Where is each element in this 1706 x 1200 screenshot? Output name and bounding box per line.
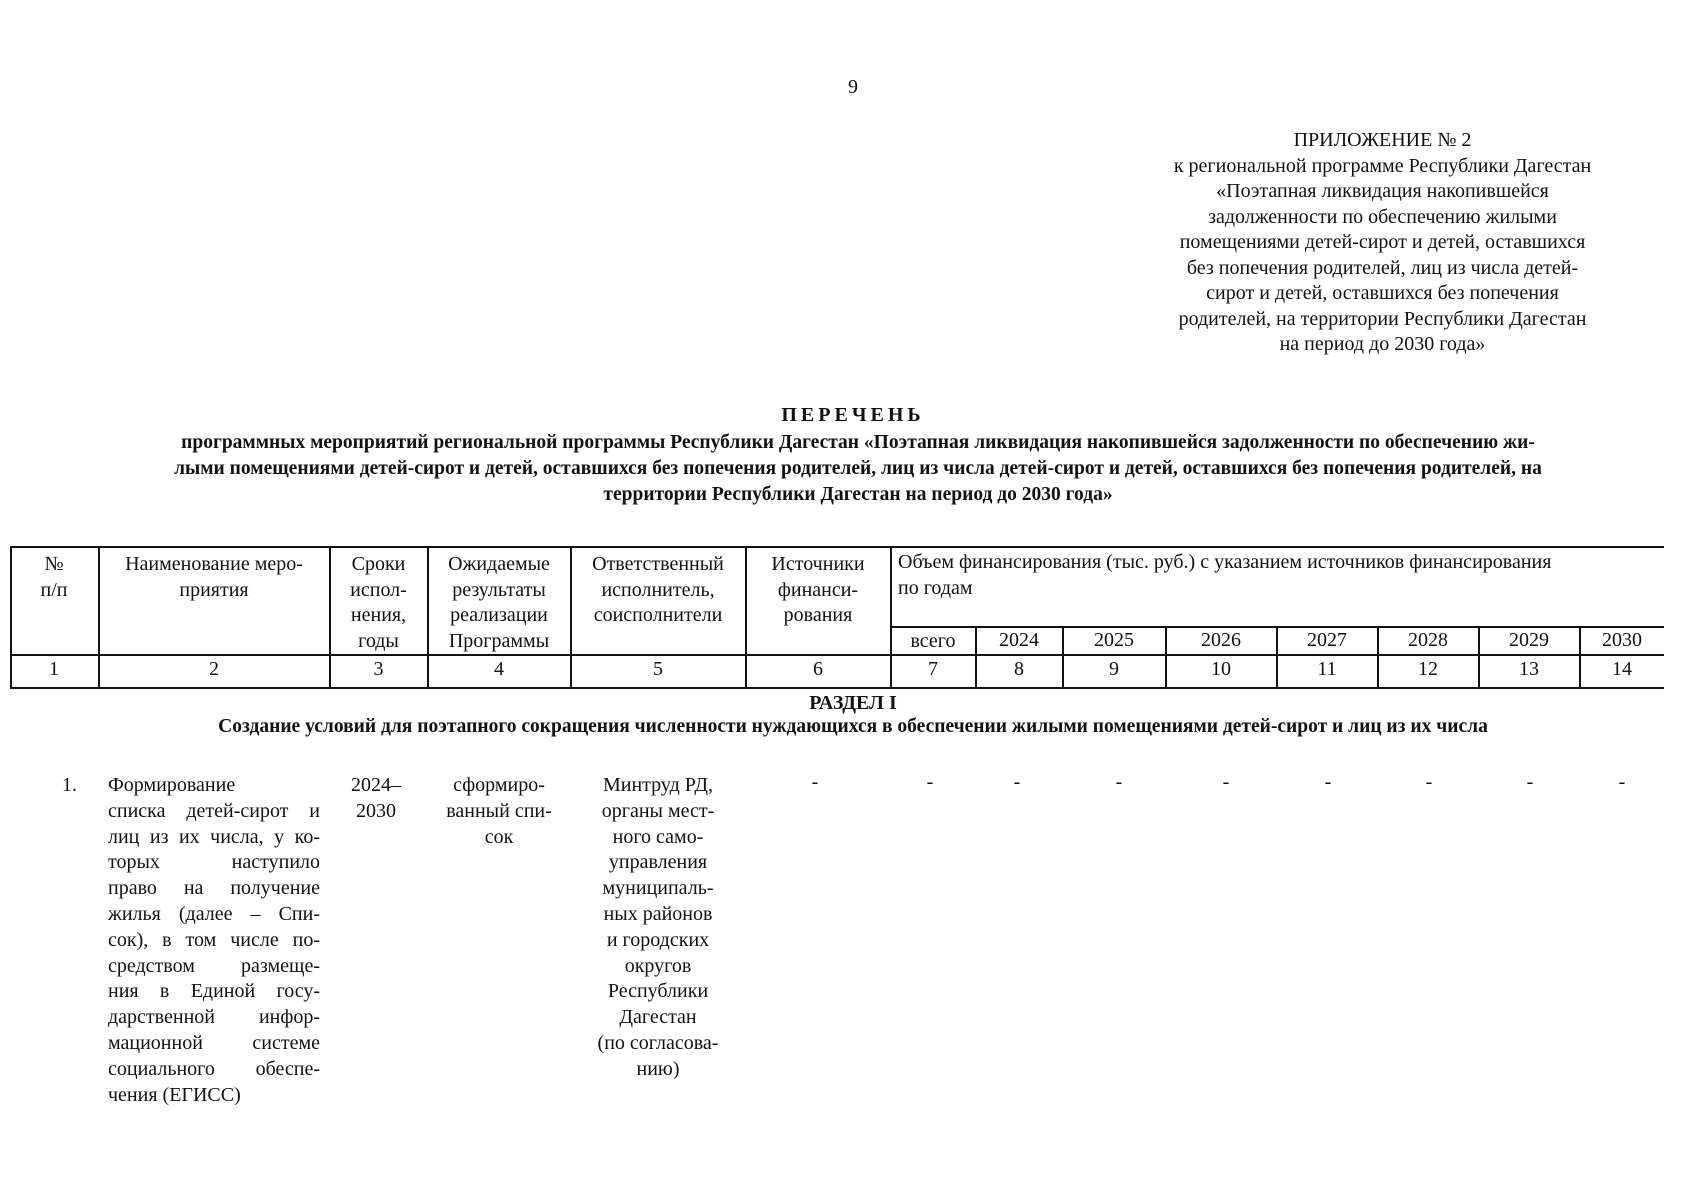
appendix-block bbox=[1145, 128, 1620, 358]
column-number: 13 bbox=[1519, 658, 1539, 680]
header-year: 2024 bbox=[999, 629, 1039, 651]
header-year: 2026 bbox=[1201, 629, 1241, 651]
header-no: № п/п bbox=[40, 553, 68, 601]
column-number: 6 bbox=[813, 658, 823, 680]
column-number: 7 bbox=[928, 658, 938, 680]
column-number: 12 bbox=[1418, 658, 1438, 680]
appendix-line: «Поэтапная ликвидация накопившейся bbox=[1216, 180, 1549, 202]
funding-dash-total: - bbox=[926, 771, 934, 793]
header-results: Ожидаемые результаты реализации Программы bbox=[448, 553, 550, 652]
appendix-line: задолженности по обеспечению жилыми bbox=[1208, 205, 1557, 228]
funding-dash-2025: - bbox=[1115, 771, 1123, 793]
section-title: РАЗДЕЛ I bbox=[809, 692, 897, 714]
funding-dash-2024: - bbox=[1013, 771, 1021, 793]
appendix-line: родителей, на территории Республики Дагестан bbox=[1178, 307, 1587, 330]
header-executor: Ответственный исполнитель, соисполнители bbox=[592, 553, 724, 626]
header-year: 2025 bbox=[1094, 629, 1134, 651]
header-year: 2030 bbox=[1602, 629, 1642, 651]
column-number: 14 bbox=[1612, 658, 1632, 680]
section-subtitle: Создание условий для поэтапного сокращения численности нуждающихся в обеспечении жилыми помещениями детей-сирот и лиц из их числа bbox=[218, 716, 1488, 737]
header-year: 2028 bbox=[1408, 629, 1448, 651]
table-header bbox=[10, 546, 1664, 689]
header-year: 2029 bbox=[1509, 629, 1549, 651]
document-subtitle bbox=[78, 430, 1638, 508]
row-executor: Минтруд РД, органы мест- ного само- управления муниципаль- ных районов и городских округов Республики Дагестан (по согласова- нию) bbox=[597, 774, 719, 1080]
appendix-line: помещениями детей-сирот и детей, оставшихся bbox=[1179, 231, 1586, 253]
header-funding: Объем финансирования (тыс. руб.) с указанием источников финансирования по годам bbox=[898, 551, 1552, 599]
funding-dash-2028: - bbox=[1425, 771, 1433, 793]
header-name: Наименование меро- приятия bbox=[125, 553, 303, 601]
header-terms: Сроки испол- нения, годы bbox=[350, 553, 407, 652]
column-number: 11 bbox=[1317, 658, 1337, 680]
subtitle-line: лыми помещениями детей-сирот и детей, оставшихся без попечения родителей, лиц из числа детей-сирот и детей, оставшихся без попечения родителей, на bbox=[174, 458, 1542, 479]
appendix-line: без попечения родителей, лиц из числа детей- bbox=[1186, 256, 1579, 279]
row-results: сформиро- ванный спи- сок bbox=[446, 774, 552, 848]
document-title: ПЕРЕЧЕНЬ bbox=[781, 404, 925, 426]
header-total: всего bbox=[910, 630, 956, 652]
row-terms: 2024– 2030 bbox=[351, 774, 401, 822]
funding-dash-2026: - bbox=[1222, 771, 1230, 793]
column-number: 2 bbox=[209, 658, 219, 680]
row-number: 1. bbox=[62, 774, 77, 796]
appendix-line: на период до 2030 года» bbox=[1279, 333, 1486, 355]
subtitle-line: территории Республики Дагестан на период до 2030 года» bbox=[603, 484, 1113, 505]
appendix-line: сирот и детей, оставшихся без попечения bbox=[1206, 282, 1559, 304]
header-sources: Источники финанси- рования bbox=[771, 553, 865, 626]
funding-dash-sources: - bbox=[811, 771, 819, 793]
funding-dash-2027: - bbox=[1324, 771, 1332, 793]
rule-numbers-top bbox=[10, 654, 1664, 656]
column-number: 3 bbox=[373, 658, 384, 680]
column-number: 9 bbox=[1109, 658, 1119, 680]
header-year: 2027 bbox=[1307, 629, 1347, 651]
funding-dash-2030: - bbox=[1618, 771, 1626, 793]
table-row bbox=[0, 773, 1706, 1113]
column-number: 5 bbox=[653, 658, 663, 680]
rule-top bbox=[10, 546, 1664, 548]
subtitle-line: программных мероприятий региональной программы Республики Дагестан «Поэтапная ликвидация накопившейся задолженности по обеспечению жи- bbox=[181, 432, 1535, 453]
column-number: 10 bbox=[1211, 658, 1231, 680]
funding-dash-2029: - bbox=[1526, 771, 1534, 793]
row-name: Формирование списка детей-сирот и лиц из их числа, у ко- торых наступило право на получение жилья (далее – Спи- сок), в том числе по- средством размеще- ния в Единой госу- дарственной инфор- мационной системе социального обеспе- чения (ЕГИСС) bbox=[108, 774, 320, 1106]
column-number: 8 bbox=[1014, 658, 1024, 680]
rule-bottom bbox=[10, 687, 1664, 689]
appendix-line: ПРИЛОЖЕНИЕ № 2 bbox=[1293, 129, 1472, 151]
column-number: 1 bbox=[49, 658, 59, 680]
page-number: 9 bbox=[848, 76, 858, 98]
appendix-line: к региональной программе Республики Дагестан bbox=[1173, 154, 1592, 177]
column-number: 4 bbox=[494, 658, 504, 680]
